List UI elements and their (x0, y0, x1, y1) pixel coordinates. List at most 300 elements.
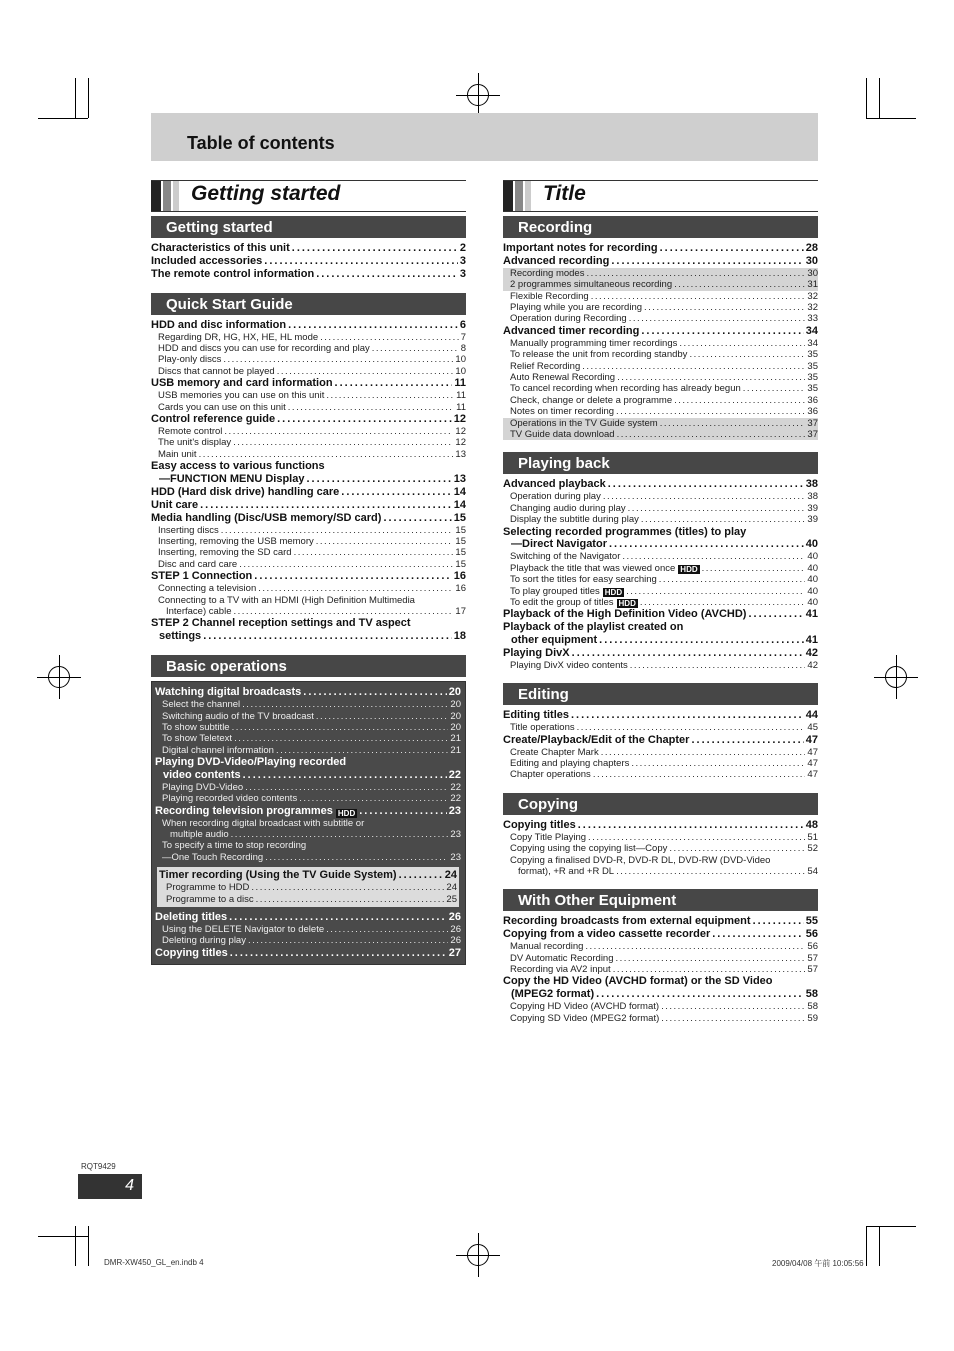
toc-entry-text: Inserting discs (158, 524, 219, 536)
leader-dots (743, 383, 806, 394)
toc-entry-page: 26 (448, 911, 461, 923)
basic-toc (155, 686, 461, 863)
toc-entry[interactable] (503, 928, 818, 941)
toc-entry-page: 23 (450, 851, 461, 863)
toc-entry-page: 20 (450, 721, 461, 733)
leader-dots (689, 349, 805, 360)
toc-entry[interactable] (503, 769, 818, 780)
toc-entry-text: To show subtitle (162, 721, 230, 733)
leader-dots (200, 499, 452, 512)
toc-entry[interactable] (151, 460, 466, 473)
toc-entry-text: Included accessories (151, 254, 263, 267)
leader-dots (265, 852, 448, 863)
toc-entry[interactable] (155, 935, 461, 946)
leader-dots (585, 941, 805, 952)
toc-entry-page: 41 (805, 608, 818, 621)
toc-entry-text: Editing and playing chapters (510, 758, 630, 770)
toc-entry[interactable] (155, 805, 461, 818)
toc-entry-text: Disc and card care (158, 558, 238, 570)
toc-entry[interactable] (503, 608, 818, 621)
toc-entry[interactable] (151, 559, 466, 570)
toc-entry-page: 37 (807, 429, 818, 440)
toc-entry-page: 36 (807, 406, 818, 418)
leader-dots (326, 390, 454, 401)
toc-entry-page: 56 (807, 941, 818, 953)
toc-entry[interactable] (155, 818, 461, 829)
leader-dots (611, 255, 803, 268)
toc-entry-page: 22 (448, 769, 461, 782)
toc-entry-page: 42 (807, 660, 818, 671)
toc-entry-text: Connecting to a TV with an HDMI (High Definition Multimedia (158, 594, 415, 606)
toc-entry-page: 34 (807, 337, 818, 349)
toc-entry[interactable] (155, 793, 461, 804)
leader-dots (617, 372, 805, 383)
toc-entry-text: Operation during Recording (510, 313, 627, 325)
toc-entry[interactable] (503, 819, 818, 832)
subsection-heading: Basic operations (151, 655, 466, 677)
toc-entry-text: Copy Title Playing (510, 831, 587, 843)
toc-entry-page: 40 (807, 562, 818, 574)
toc-entry[interactable] (503, 268, 818, 279)
toc-entry[interactable] (151, 525, 466, 536)
toc-entry[interactable] (155, 829, 461, 840)
toc-entry-page: 7 (460, 331, 466, 343)
toc-entry[interactable] (503, 242, 818, 255)
leader-dots (303, 686, 446, 699)
toc-entry-page: 24 (446, 882, 457, 894)
leader-dots (572, 647, 804, 660)
toc-entry-page: 26 (450, 935, 461, 947)
toc-entry[interactable] (503, 734, 818, 747)
toc-entry[interactable] (155, 756, 461, 769)
crop-mark (75, 78, 76, 118)
toc-entry[interactable] (155, 733, 461, 744)
toc-entry[interactable] (159, 869, 457, 882)
toc-entry-text: Timer recording (Using the TV Guide System) (159, 869, 397, 882)
leader-dots (264, 255, 458, 268)
toc-entry[interactable] (151, 595, 466, 606)
toc-entry-text: Playing recorded video contents (162, 793, 298, 805)
toc-entry[interactable] (503, 338, 818, 349)
toc-entry-page: 32 (807, 302, 818, 314)
toc-entry[interactable] (503, 349, 818, 360)
toc-entry[interactable] (503, 313, 818, 324)
toc-entry-text: Playback the title that was viewed once (510, 562, 676, 574)
toc-entry-text: 2 programmes simultaneous recording (510, 279, 673, 291)
hdd-badge-icon: HDD (618, 599, 636, 609)
toc-entry-text: Deleting titles (155, 911, 228, 923)
leader-dots (601, 747, 806, 758)
toc-entry-text: Playing while you are recording (510, 302, 643, 314)
toc-entry-text: HDD (Hard disk drive) handling care (151, 485, 340, 498)
toc-entry-page: 15 (455, 524, 466, 536)
toc-entry-text: —FUNCTION MENU Display (159, 473, 305, 485)
toc-entry[interactable] (151, 268, 466, 281)
leader-dots (586, 268, 805, 279)
toc-entry-text: Watching digital broadcasts (155, 686, 302, 699)
toc-entry[interactable] (503, 302, 818, 313)
toc-entry[interactable] (503, 478, 818, 491)
toc-entry-page: 47 (805, 733, 818, 746)
toc-entry-page: 58 (807, 1001, 818, 1013)
toc-entry-page: 38 (807, 491, 818, 503)
toc-entry[interactable] (503, 491, 818, 502)
toc-entry-page: 16 (455, 583, 466, 595)
leader-dots (372, 343, 459, 354)
toc-entry[interactable] (151, 413, 466, 426)
toc-entry-page: 6 (459, 318, 466, 331)
toc-entry-text: Recording broadcasts from external equipment (503, 915, 751, 928)
section-title: Title (543, 182, 586, 205)
toc-entry-text: Manual recording (510, 941, 584, 953)
toc-entry-text: Operation during play (510, 491, 601, 503)
toc-entry-text: (MPEG2 format) (511, 988, 595, 1001)
leader-dots (661, 1013, 805, 1024)
toc-entry[interactable] (151, 402, 466, 413)
crop-mark (866, 78, 867, 118)
crop-mark (38, 1236, 88, 1237)
toc-entry-page: 12 (455, 437, 466, 449)
leader-dots (674, 395, 805, 406)
right-column (503, 180, 818, 1032)
leader-dots (245, 782, 448, 793)
toc-entry[interactable] (151, 617, 466, 630)
toc-entry-page: 33 (807, 313, 818, 325)
toc-entry[interactable] (503, 953, 818, 964)
toc-entry[interactable] (503, 406, 818, 417)
toc-entry-text: Switching audio of the TV broadcast (162, 710, 314, 722)
leader-dots (608, 478, 804, 491)
toc-entry[interactable] (503, 597, 818, 608)
toc-entry[interactable] (503, 563, 818, 574)
toc-entry-text: Flexible Recording (510, 290, 589, 302)
toc-entry-text: To cancel recording when recording has already begun (510, 383, 741, 395)
toc-entry[interactable] (155, 769, 461, 782)
leader-dots (359, 805, 447, 818)
toc-entry[interactable] (503, 514, 818, 525)
toc-entry[interactable] (151, 630, 466, 643)
toc-entry[interactable] (151, 473, 466, 486)
toc-entry-text: Copying from a video cassette recorder (503, 928, 711, 941)
section-header-title (503, 180, 818, 212)
toc-entry[interactable] (503, 832, 818, 843)
leader-dots (616, 953, 806, 964)
crop-mark (75, 1226, 76, 1266)
toc-entry-page: 36 (807, 394, 818, 406)
toc-entry[interactable] (503, 843, 818, 854)
toc-entry[interactable] (503, 395, 818, 406)
leader-dots (299, 793, 448, 804)
leader-dots (288, 402, 454, 413)
toc-entry-text: To sort the titles for easy searching (510, 574, 657, 586)
toc-entry-text: Create Chapter Mark (510, 746, 599, 758)
toc-entry[interactable] (503, 709, 818, 722)
toc-entry-text: Playback of the playlist created on (503, 621, 684, 634)
toc-entry-page: 15 (455, 547, 466, 559)
toc-entry[interactable] (503, 855, 818, 866)
toc-entry-text: To show Teletext (162, 733, 233, 745)
toc-entry[interactable] (503, 747, 818, 758)
toc-entry[interactable] (151, 426, 466, 437)
toc-entry[interactable] (503, 383, 818, 394)
toc-entry[interactable] (503, 372, 818, 383)
toc-entry-text: Playing DVD-Video (162, 781, 244, 793)
toc-entry-text: Play-only discs (158, 354, 222, 366)
toc-entry[interactable] (155, 840, 461, 851)
toc-entry-text: Characteristics of this unit (151, 242, 290, 254)
toc-entry-text: Playback of the High Definition Video (AVCHD) (503, 608, 747, 621)
toc-entry[interactable] (503, 279, 818, 290)
toc-entry-text: Unit care (151, 498, 199, 511)
toc-entry-text: Connecting a television (158, 583, 257, 595)
toc-entry-text: Copying HD Video (AVCHD format) (510, 1001, 660, 1013)
toc-entry[interactable] (503, 255, 818, 268)
leader-dots (609, 538, 804, 551)
toc-entry-page: 25 (446, 893, 457, 905)
toc-entry-page: 37 (807, 417, 818, 429)
toc-entry[interactable] (151, 536, 466, 547)
leader-dots (582, 361, 805, 372)
toc-entry-page: 34 (805, 324, 818, 337)
toc-entry-page: 15 (455, 558, 466, 570)
toc-entry[interactable] (503, 915, 818, 928)
toc-entry-page: 45 (807, 722, 818, 734)
leader-dots (276, 745, 448, 756)
leader-dots (588, 832, 805, 843)
basic-operations-box (151, 681, 466, 964)
toc-entry-text: Copying using the copying list—Copy (510, 843, 668, 855)
leader-dots (748, 608, 803, 621)
toc-entry-text: HDD and disc information (151, 318, 287, 331)
toc-entry-page: 14 (453, 498, 466, 511)
toc-entry[interactable] (159, 882, 457, 893)
toc-entry-page: 59 (807, 1012, 818, 1024)
toc-entry[interactable] (155, 924, 461, 935)
toc-entry-text: Selecting recorded programmes (titles) to play (503, 525, 747, 538)
toc-entry[interactable] (503, 526, 818, 539)
toc-entry-text: Auto Renewal Recording (510, 371, 616, 383)
toc-entry-text: Create/Playback/Edit of the Chapter (503, 733, 690, 746)
toc-entry[interactable] (503, 964, 818, 975)
toc-entry[interactable] (151, 242, 466, 255)
leader-dots (616, 866, 805, 877)
leader-dots (669, 843, 805, 854)
toc-entry-page: 11 (454, 377, 466, 390)
toc-entry[interactable] (155, 745, 461, 756)
toc-entry[interactable] (503, 758, 818, 769)
toc-entry[interactable] (151, 499, 466, 512)
toc-entry-page: 31 (807, 279, 818, 291)
toc-entry-page: 2 (459, 242, 466, 254)
toc-entry[interactable] (155, 782, 461, 793)
toc-entry-text: Digital channel information (162, 744, 274, 756)
toc-entry-text: To specify a time to stop recording (162, 840, 307, 852)
leader-dots (288, 319, 458, 332)
leader-dots (224, 426, 453, 437)
leader-dots (660, 242, 804, 255)
toc-entry-page: 15 (453, 511, 466, 524)
toc-entry-text: —Direct Navigator (511, 538, 607, 551)
toc-entry-page: 10 (455, 365, 466, 377)
toc-entry-page: 35 (807, 371, 818, 383)
toc-entry[interactable] (503, 538, 818, 551)
toc-entry-page: 57 (807, 952, 818, 964)
toc-entry-page: 21 (450, 733, 461, 745)
toc-entry-text: Main unit (158, 448, 197, 460)
toc-entry[interactable] (503, 660, 818, 671)
leader-dots (277, 366, 454, 377)
toc-entry-page: 52 (807, 843, 818, 855)
toc-entry[interactable] (155, 722, 461, 733)
toc-entry[interactable] (151, 486, 466, 499)
leader-dots (223, 354, 453, 365)
toc-entry[interactable] (151, 606, 466, 617)
leader-dots (326, 924, 448, 935)
toc-entry[interactable] (503, 634, 818, 647)
leader-dots (335, 377, 453, 390)
toc-entry-text: Advanced timer recording (503, 324, 640, 337)
leader-dots (233, 437, 453, 448)
toc-entry[interactable] (155, 686, 461, 699)
toc-entry[interactable] (503, 866, 818, 877)
toc-entry-page: 57 (807, 964, 818, 975)
toc-entry[interactable] (155, 852, 461, 863)
toc-entry[interactable] (155, 911, 461, 924)
toc-entry-text: Title operations (510, 722, 575, 734)
leader-dots (679, 338, 805, 349)
toc-entry[interactable] (151, 377, 466, 390)
toc-entry-page: 39 (807, 502, 818, 514)
toc-entry[interactable] (159, 894, 457, 905)
toc-entry-page: 20 (448, 686, 461, 699)
toc-entry[interactable] (503, 291, 818, 302)
toc-entry[interactable] (151, 570, 466, 583)
toc-entry[interactable] (151, 354, 466, 365)
toc-entry[interactable] (503, 429, 818, 440)
toc-entry-text: To release the unit from recording standby (510, 349, 688, 361)
toc-entry[interactable] (155, 699, 461, 710)
leader-dots (578, 819, 804, 832)
toc-entry[interactable] (151, 366, 466, 377)
toc-entry-text: STEP 1 Connection (151, 570, 253, 583)
toc-entry[interactable] (503, 941, 818, 952)
toc-entry[interactable] (503, 722, 818, 733)
toc-entry[interactable] (155, 711, 461, 722)
crop-mark (866, 118, 916, 119)
toc-entry[interactable] (503, 621, 818, 634)
toc-entry[interactable] (503, 988, 818, 1001)
leader-dots (641, 325, 803, 338)
toc-entry[interactable] (503, 325, 818, 338)
left-toc (151, 216, 466, 651)
toc-entry-page: 17 (455, 605, 466, 617)
toc-entry[interactable] (503, 1013, 818, 1024)
leader-dots (660, 418, 806, 429)
toc-entry[interactable] (503, 647, 818, 660)
toc-entry-page: 11 (456, 390, 466, 402)
leader-dots (316, 268, 458, 281)
subsection-heading: Quick Start Guide (151, 293, 466, 315)
leader-dots (596, 988, 804, 1001)
leader-dots (320, 332, 459, 343)
toc-entry-text: Copying SD Video (MPEG2 format) (510, 1012, 660, 1024)
toc-entry-text: Copy the HD Video (AVCHD format) or the SD Video (503, 975, 773, 988)
leader-dots (702, 563, 806, 574)
toc-entry-text: multiple audio (170, 829, 229, 841)
toc-entry-text: Operations in the TV Guide system (510, 417, 658, 429)
leader-dots (617, 429, 806, 440)
toc-entry[interactable] (503, 361, 818, 372)
subsection-heading: Recording (503, 216, 818, 238)
toc-entry[interactable] (503, 1001, 818, 1012)
toc-entry[interactable] (503, 574, 818, 585)
toc-entry-page: 23 (450, 829, 461, 841)
toc-entry[interactable] (151, 332, 466, 343)
toc-entry-text: USB memory and card information (151, 377, 333, 390)
subsection-heading: With Other Equipment (503, 889, 818, 911)
hdd-badge-icon: HDD (337, 808, 356, 818)
toc-entry-text: Advanced recording (503, 254, 610, 267)
toc-entry-page: 18 (453, 630, 466, 643)
toc-entry-page: 15 (455, 536, 466, 548)
toc-entry-page: 13 (453, 473, 466, 485)
leader-dots (254, 570, 451, 583)
toc-entry-page: 40 (807, 596, 818, 608)
toc-entry[interactable] (151, 583, 466, 594)
toc-entry[interactable] (503, 503, 818, 514)
toc-entry-page: 16 (453, 570, 466, 583)
toc-entry[interactable] (503, 975, 818, 988)
toc-entry[interactable] (151, 512, 466, 525)
leader-dots (292, 242, 458, 255)
toc-entry[interactable] (503, 418, 818, 429)
toc-entry-page: 39 (807, 514, 818, 526)
toc-entry[interactable] (151, 449, 466, 460)
crop-mark (879, 1226, 880, 1266)
toc-entry-page: 11 (456, 401, 466, 413)
toc-entry[interactable] (151, 547, 466, 558)
leader-dots (626, 586, 805, 597)
leader-dots (239, 559, 453, 570)
toc-entry-text: Playing DivX video contents (510, 660, 628, 671)
toc-entry-text: Notes on timer recording (510, 406, 615, 418)
leader-dots (316, 536, 454, 547)
toc-entry-text: Inserting, removing the USB memory (158, 536, 314, 548)
toc-entry[interactable] (503, 551, 818, 562)
toc-entry-page: 35 (807, 360, 818, 372)
header-bars-icon (503, 181, 531, 211)
toc-entry-page: 22 (450, 781, 461, 793)
toc-entry[interactable] (151, 255, 466, 268)
leader-dots (203, 630, 452, 643)
subsection-heading: Copying (503, 793, 818, 815)
toc-entry-page: 35 (807, 349, 818, 361)
page-title-banner (151, 113, 818, 161)
subsection-heading: Editing (503, 683, 818, 705)
leader-dots (630, 660, 806, 671)
subsection-heading: Getting started (151, 216, 466, 238)
toc-entry[interactable] (503, 586, 818, 597)
toc-entry[interactable] (155, 947, 461, 960)
toc-entry[interactable] (151, 437, 466, 448)
page-number: 4 (125, 1177, 134, 1194)
toc-entry[interactable] (151, 319, 466, 332)
leader-dots (593, 769, 806, 780)
toc-entry[interactable] (151, 390, 466, 401)
toc-entry[interactable] (151, 343, 466, 354)
leader-dots (199, 449, 454, 460)
toc-entry-page: 55 (805, 915, 818, 928)
